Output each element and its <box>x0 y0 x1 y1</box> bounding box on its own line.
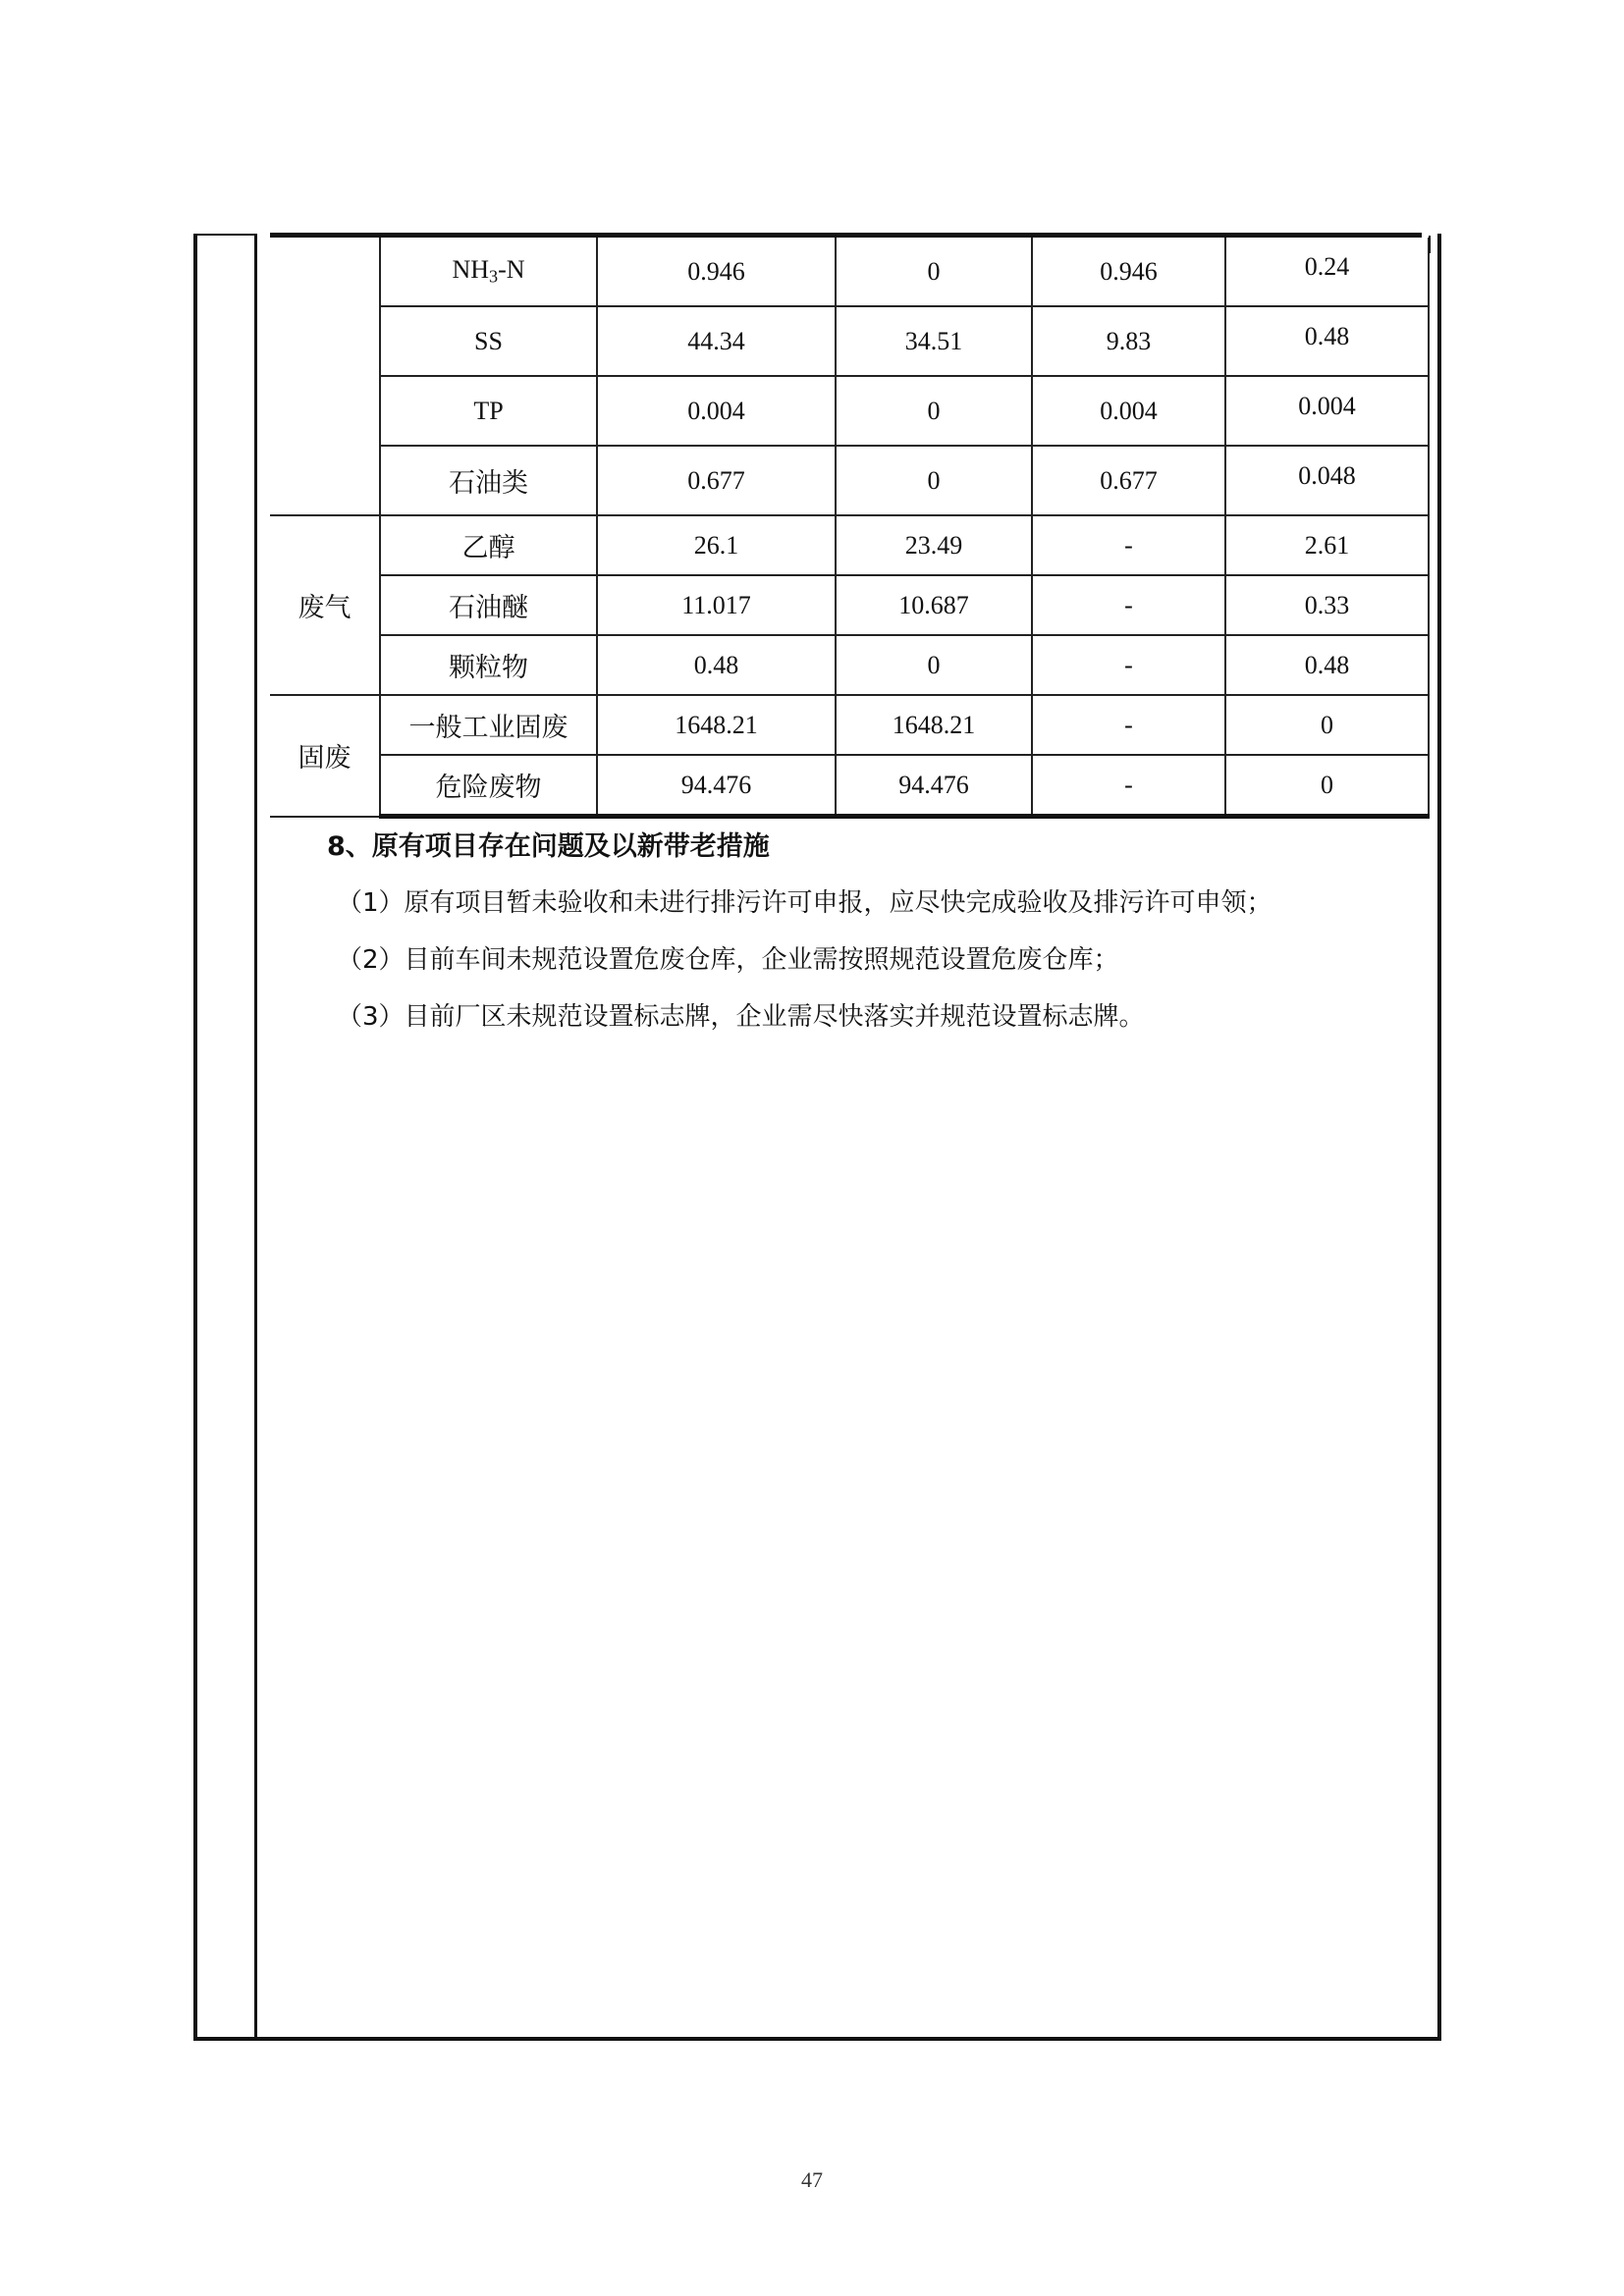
table-row <box>270 575 1429 635</box>
pollutant-name-tail: -N <box>498 255 525 285</box>
value-cell: - <box>1032 755 1225 817</box>
value-cell: 44.34 <box>597 306 836 376</box>
value-cell: - <box>1032 695 1225 755</box>
pollutant-cell: 石油醚 <box>380 575 597 635</box>
pollutant-cell: 石油类 <box>380 446 597 515</box>
value-cell: 94.476 <box>836 755 1032 817</box>
table-row <box>270 515 1429 575</box>
value-cell: 0.48 <box>1225 635 1429 695</box>
value-cell: 0.004 <box>1225 376 1429 446</box>
value-cell: 23.49 <box>836 515 1032 575</box>
value-cell: 0.004 <box>1032 376 1225 446</box>
category-cell-wastewater <box>270 238 380 515</box>
pollutant-cell: TP <box>380 376 597 446</box>
value-cell: 10.687 <box>836 575 1032 635</box>
value-cell: 0.677 <box>1032 446 1225 515</box>
page-number: 47 <box>801 2167 823 2192</box>
value-cell: - <box>1032 575 1225 635</box>
category-cell-solid-waste: 固废 <box>270 695 380 817</box>
value-cell: 0 <box>836 238 1032 306</box>
table-row <box>270 635 1429 695</box>
value-cell: 0 <box>1225 695 1429 755</box>
value-cell: 0.33 <box>1225 575 1429 635</box>
table-row <box>270 238 1429 306</box>
value-cell: 0.004 <box>597 376 836 446</box>
value-cell: 26.1 <box>597 515 836 575</box>
value-cell: 0.48 <box>597 635 836 695</box>
table-row <box>270 695 1429 755</box>
value-cell: 0 <box>836 635 1032 695</box>
value-cell: 0 <box>836 376 1032 446</box>
table-row <box>270 755 1429 817</box>
value-cell: - <box>1032 635 1225 695</box>
pollutant-cell: 乙醇 <box>380 515 597 575</box>
measure-item: （2）目前车间未规范设置危废仓库，企业需按照规范设置危废仓库； <box>337 945 1119 975</box>
section-heading: 8、原有项目存在问题及以新带老措施 <box>327 831 770 862</box>
pollutant-subscript: 3 <box>489 266 499 287</box>
frame-column-divider <box>254 234 257 2039</box>
value-cell: 1648.21 <box>836 695 1032 755</box>
value-cell: 0.946 <box>597 238 836 306</box>
category-cell-waste-gas: 废气 <box>270 515 380 695</box>
value-cell: 0.048 <box>1225 446 1429 515</box>
pollutant-cell: 颗粒物 <box>380 635 597 695</box>
value-cell: 94.476 <box>597 755 836 817</box>
value-cell: 1648.21 <box>597 695 836 755</box>
measure-item: （1）原有项目暂未验收和未进行排污许可申报，应尽快完成验收及排污许可申领； <box>337 888 1272 918</box>
table-row <box>270 306 1429 376</box>
table-row <box>270 376 1429 446</box>
value-cell: 11.017 <box>597 575 836 635</box>
measure-item: （3）目前厂区未规范设置标志牌，企业需尽快落实并规范设置标志牌。 <box>337 1002 1145 1032</box>
pollutant-cell <box>380 238 597 306</box>
value-cell: 0.946 <box>1032 238 1225 306</box>
pollutant-cell: 一般工业固废 <box>380 695 597 755</box>
frame-top-rule-left <box>193 234 256 236</box>
value-cell: 9.83 <box>1032 306 1225 376</box>
value-cell: 0.677 <box>597 446 836 515</box>
value-cell: 34.51 <box>836 306 1032 376</box>
pollutant-cell: 危险废物 <box>380 755 597 817</box>
value-cell: 0 <box>836 446 1032 515</box>
value-cell: - <box>1032 515 1225 575</box>
value-cell: 0 <box>1225 755 1429 817</box>
pollutant-name: NH <box>452 255 490 285</box>
pollutant-cell: SS <box>380 306 597 376</box>
value-cell: 0.24 <box>1225 238 1429 306</box>
emission-table <box>270 238 1430 819</box>
value-cell: 0.48 <box>1225 306 1429 376</box>
value-cell: 2.61 <box>1225 515 1429 575</box>
table-row <box>270 446 1429 515</box>
